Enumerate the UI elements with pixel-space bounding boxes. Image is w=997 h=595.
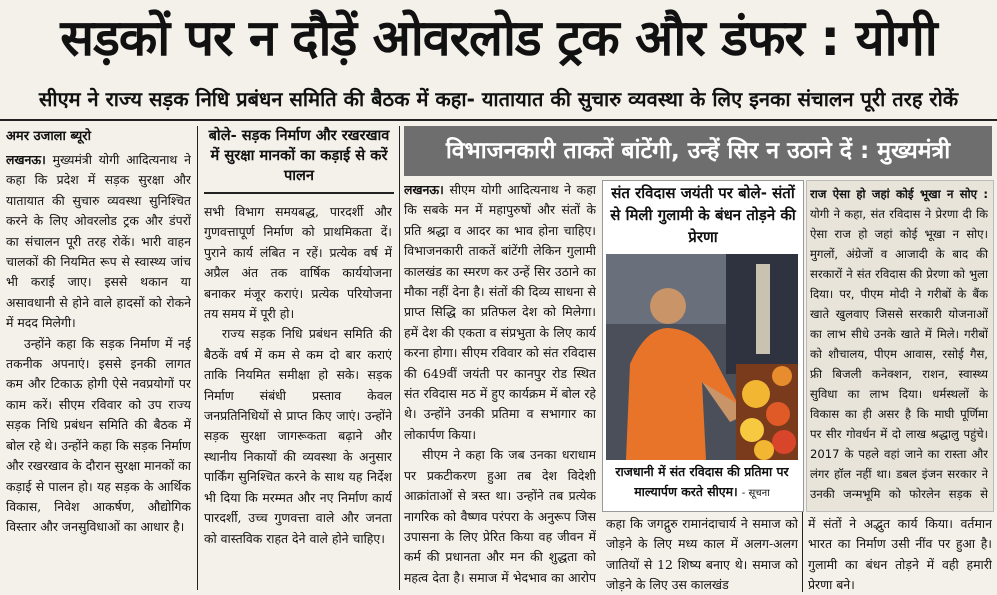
- article-continuation-2: में संतों ने अद्भुत कार्य किया। वर्तमान भारत का निर्माण उसी नींव पर हुआ है। गुलामी का बंधन तोड़ने में वही हमारी प्रेरणा बने।: [808, 516, 992, 592]
- article-paragraph: राज्य सड़क निधि प्रबंधन समिति की बैठकें वर्ष में कम से कम दो बार कराएं ताकि नियमित समीक्षा हो सके। सड़क निर्माण संबंधी प्रस्ताव केवल जनप्रतिनिधियों से प्राप्त किए जाएं। उन्होंने सड़क सुरक्षा जागरूकता बढ़ाने और स्थानीय निकायों की व्यवस्था के अनुसार पार्किंग सुनिश्चित करने के साथ यह निर्देश भी दिया कि मरम्मत और नए निर्माण कार्य पारदर्शी, उच्च गुणवत्ता वाले और जनता को वास्तविक राहत देने वाले होने चाहिए।: [204, 326, 392, 546]
- main-headline: सड़कों पर न दौड़ें ओवरलोड ट्रक और डंफर : योगी: [60, 9, 937, 67]
- dateline: लखनऊ।: [6, 152, 46, 167]
- sub-headline: सीएम ने राज्य सड़क निधि प्रबंधन समिति की बैठक में कहा- यातायात की सुचारु व्यवस्था के लिए इनका संचालन पूरी तरह रोकें: [38, 87, 959, 111]
- section-heading-rule: [204, 192, 394, 194]
- story-banner: विभाजनकारी ताकतें बांटेंगी, उन्हें सिर न उठाने दें : मुख्यमंत्री: [404, 126, 992, 176]
- article-paragraph: सभी विभाग समयबद्ध, पारदर्शी और गुणवत्तापूर्ण निर्माण को प्राथमिकता दें। पुराने कार्य लंबित न रहें। प्रत्येक वर्ष में अप्रैल अंत तक वार्षिक कार्ययोजना बनाकर मंजूर कराएं। प्रत्येक परियोजना तय समय में पूरी हो।: [204, 204, 392, 322]
- column-divider: [399, 126, 400, 590]
- news-photo: [606, 254, 798, 460]
- side-box-text: [810, 184, 988, 506]
- top-rule: [0, 119, 997, 121]
- photo-credit: - सूचना: [741, 488, 770, 499]
- article-paragraph: उन्होंने कहा कि सड़क निर्माण में नई तकनीक अपनाएं। इससे इनकी लागत कम और टिकाऊ होगी ऐसे नवप्रयोगों पर काम करें। सीएम रविवार को उप राज्य सड़क निधि प्रबंधन समिति की बैठक में बोल रहे थे। उन्होंने कहा कि सड़क निर्माण और रखरखाव के दौरान सुरक्षा मानकों का कड़ाई से पालन हो। यह सड़क के आर्थिक विकास, निवेश आकर्षण, औद्योगिक विस्तार और जनसुविधाओं का आधार है।: [6, 335, 191, 535]
- article-paragraph: सीएम ने कहा कि जब उनका धराधाम पर प्रकटीकरण हुआ तब देश विदेशी आक्रांताओं से त्रस्त था। उन्होंने तब प्रत्येक नागरिक को वैष्णव परंपरा के अनुरूप जिस उपासना के लिए प्रेरित किया वह जीवन में कर्म की प्रधानता और मन की शुद्धता को महत्व देता है। समाज में भेदभाव का आरोप: [404, 447, 596, 585]
- column-divider: [802, 512, 803, 592]
- side-box-lead: राज ऐसा हो जहां कोई भूखा न सोए :: [810, 187, 988, 201]
- column-divider: [197, 126, 198, 590]
- side-box-paragraph: योगी ने कहा, संत रविदास ने प्रेरणा दी कि ऐसा राज हो जहां कोई भूखा न सोए। मुगलों, अंग्रेजों व आजादी के बाद की सरकारों ने संत रविदास की प्रेरणा को भुला दिया। पर, पीएम मोदी ने गरीबों के बैंक खाते खुलवाए जिससे सरकारी योजनाओं का लाभ सीधे उनके खाते में मिले। गरीबों को शौचालय, पीएम आवास, रसोई गैस, फ्री बिजली कनेक्शन, राशन, स्वास्थ्य सुविधा का लाभ दिया। धर्मस्थलों के विकास का ही असर है कि माघी पूर्णिमा पर सीर गोवर्धन में दो लाख श्रद्धालु पहुंचे। 2017 के पहले वहां जाने का रास्ता और लंगर हॉल नहीं था। डबल इंजन सरकार ने उनकी जन्मभूमि को फोरलेन सड़क से: [810, 207, 988, 501]
- photo-caption: राजधानी में संत रविदास की प्रतिमा पर माल्यार्पण करते सीएम। - सूचना: [615, 464, 789, 499]
- article-paragraph: सीएम योगी आदित्यनाथ ने कहा कि सबके मन में महापुरुषों और संतों के प्रति श्रद्धा व आदर का भाव होना चाहिए। विभाजनकारी ताकतें बांटेंगी लेकिन गुलामी कालखंड का स्मरण कर उन्हें सिर उठाने का मौका नहीं देना है। संतों की दिव्य साधना से प्राप्त सिद्धि का प्रतिफल देश को मिलेगा। हमें देश की एकता व संप्रभुता के लिए कार्य करना होगा। सीएम रविवार को संत रविदास की 649वीं जयंती पर कानपुर रोड स्थित संत रविदास मठ में हुए कार्यक्रम में बोल रहे थे। उन्होंने उनकी प्रतिमा व सभागार का लोकार्पण किया।: [404, 182, 596, 442]
- article-column-1: [6, 150, 191, 590]
- article-continuation-1: कहा कि जगद्गुरु रामानंदाचार्य ने समाज को जोड़ने के लिए मध्य काल में अलग-अलग जातियों से 12 शिष्य बनाए थे। समाज को जोड़ने के लिए उस कालखंड: [606, 516, 798, 592]
- section-heading: बोले- सड़क निर्माण और रखरखाव में सुरक्षा मानकों का कड़ाई से करें पालन: [208, 127, 390, 184]
- byline: अमर उजाला ब्यूरो: [6, 129, 91, 144]
- article-column-2: [204, 202, 392, 590]
- article-column-3: [404, 180, 596, 590]
- article-paragraph: मुख्यमंत्री योगी आदित्यनाथ ने कहा कि प्रदेश में सड़क सुरक्षा और यातायात की सुचारु व्यवस्था सुनिश्चित करने के लिए ओवरलोड ट्रक और डंपरों का संचालन पूरी तरह रोकें। भारी वाहन चालकों की नियमित रूप से स्वास्थ्य जांच भी कराई जाए। इससे थकान या असावधानी से होने वाले हादसों को रोकने में मदद मिलेगी।: [6, 152, 191, 331]
- dateline: लखनऊ।: [404, 182, 444, 197]
- photo-box-heading: संत रविदास जयंती पर बोले- संतों से मिली गुलामी के बंधन तोड़ने की प्रेरणा: [610, 184, 796, 246]
